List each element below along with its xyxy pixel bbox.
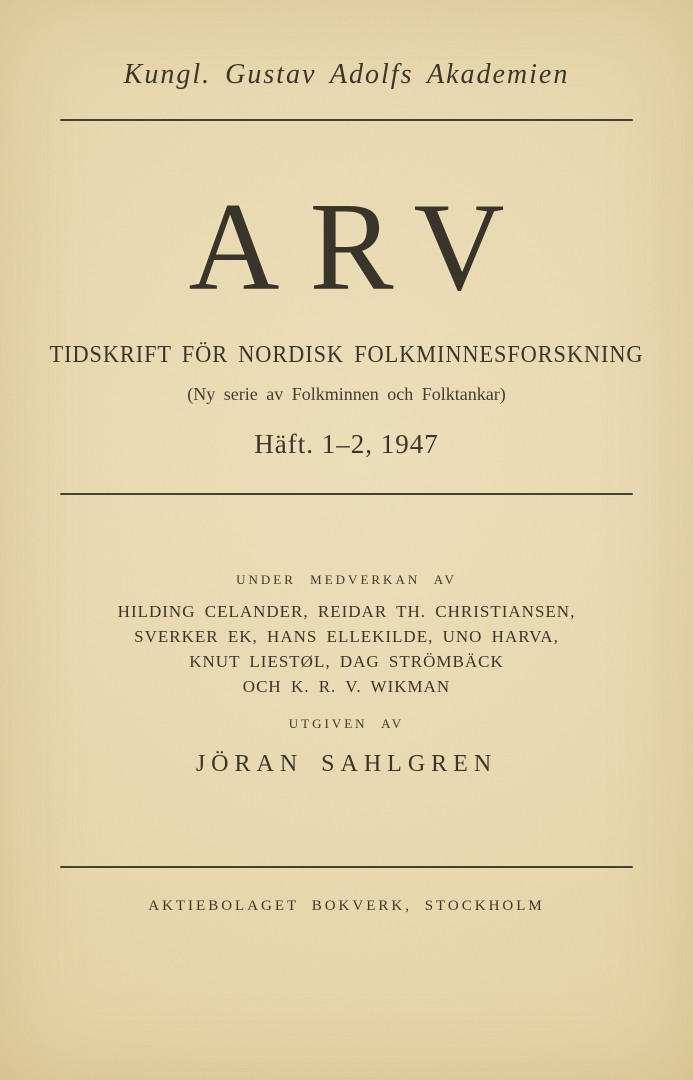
editor-heading: UTGIVEN AV: [288, 716, 405, 731]
contributor-line: SVERKER EK, HANS ELLEKILDE, UNO HARVA,: [134, 627, 559, 646]
bottom-rule: [60, 866, 633, 868]
contributor-line: KNUT LIESTØL, DAG STRÖMBÄCK: [189, 652, 504, 671]
journal-subtitle: TIDSKRIFT FÖR NORDISK FOLKMINNESFORSKNING: [49, 342, 644, 368]
contributor-line: HILDING CELANDER, REIDAR TH. CHRISTIANSEN,: [117, 602, 576, 621]
contributors-heading: UNDER MEDVERKAN AV: [236, 572, 457, 587]
editor-name: JÖRAN SAHLGREN: [195, 751, 498, 777]
journal-title: ARV: [188, 178, 535, 317]
series-note: (Ny serie av Folkminnen och Folktankar): [187, 384, 506, 404]
title-page-content: [0, 58, 693, 916]
contributors-list: [0, 599, 693, 699]
middle-rule: [60, 493, 633, 495]
contributor-line: OCH K. R. V. WIKMAN: [242, 677, 451, 696]
academy-line: Kungl. Gustav Adolfs Akademien: [123, 59, 570, 90]
publisher-line: AKTIEBOLAGET BOKVERK, STOCKHOLM: [148, 898, 545, 914]
issue-line: Häft. 1–2, 1947: [254, 429, 439, 459]
top-rule: [60, 119, 633, 121]
